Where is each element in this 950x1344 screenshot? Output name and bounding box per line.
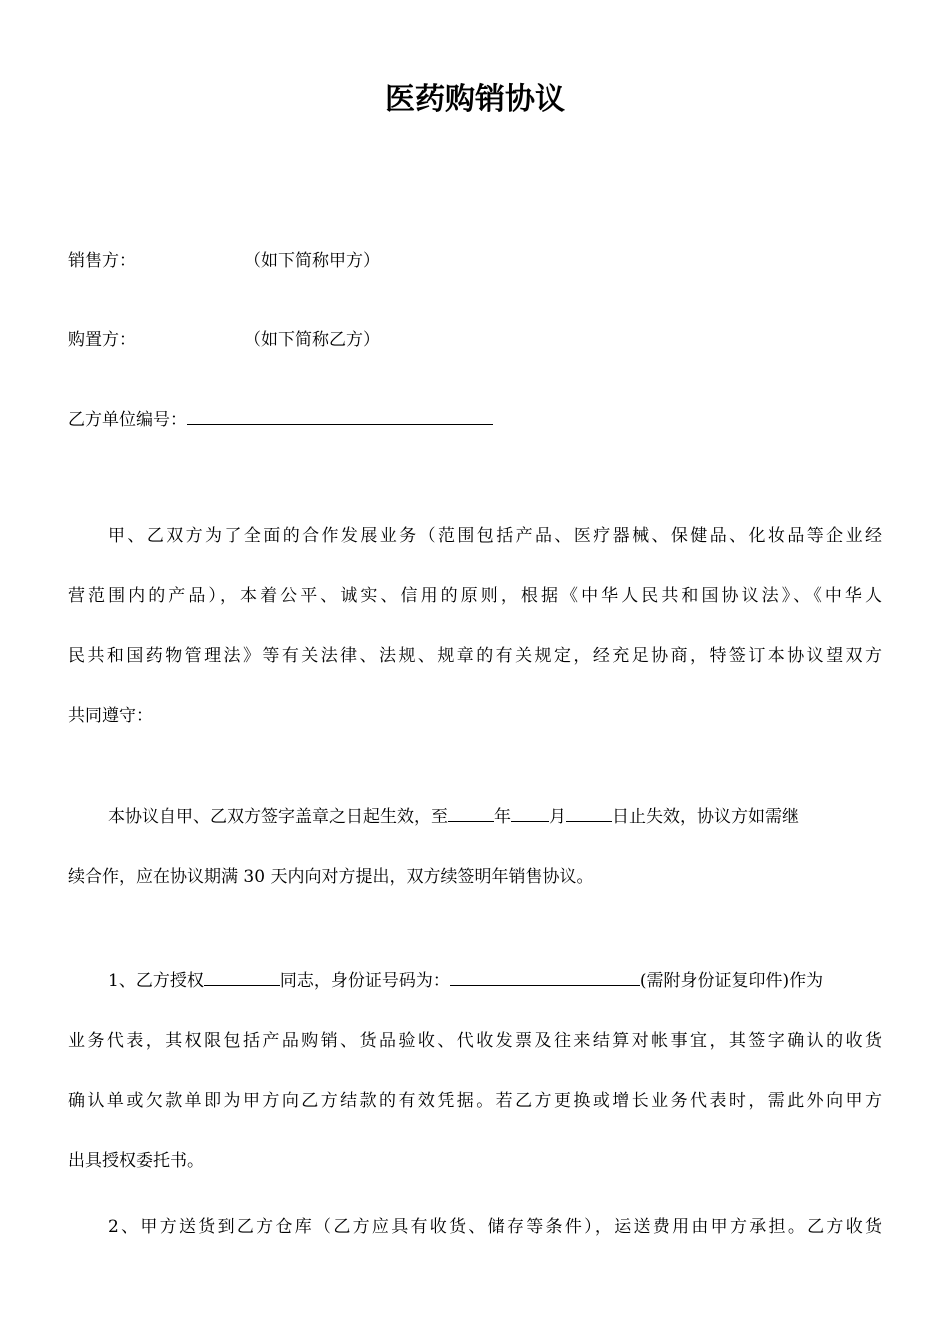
clause-1-line-4: 出具授权委托书。 bbox=[68, 1151, 204, 1171]
buyer-label: 购置方： bbox=[68, 330, 136, 350]
clause-1-paragraph bbox=[68, 951, 882, 1191]
document-title: 医药购销协议 bbox=[385, 82, 565, 117]
seller-label: 销售方： bbox=[68, 251, 136, 271]
year-text: 年 bbox=[494, 807, 511, 827]
term-paragraph bbox=[68, 787, 882, 907]
clause-2-line-1: 2、甲方送货到乙方仓库（乙方应具有收货、储存等条件），运送费用由甲方承担。乙方收货 bbox=[108, 1217, 882, 1237]
buyer-id-row bbox=[68, 405, 493, 435]
id-number-blank[interactable] bbox=[450, 967, 640, 986]
intro-line-2: 营范围内的产品），本着公平、诚实、信用的原则，根据《中华人民共和国协议法》、《中华人 bbox=[68, 586, 882, 606]
clause-2-paragraph bbox=[68, 1197, 882, 1257]
clause-1-line-1 bbox=[68, 951, 882, 1011]
day-blank[interactable] bbox=[566, 803, 612, 822]
term-line-1 bbox=[68, 787, 882, 847]
intro-line-3: 民共和国药物管理法》等有关法律、法规、规章的有关规定，经充足协商，特签订本协议望双方 bbox=[68, 646, 882, 666]
intro-line-1: 甲、乙双方为了全面的合作发展业务（范围包括产品、医疗器械、保健品、化妆品等企业经 bbox=[108, 526, 882, 546]
year-blank[interactable] bbox=[448, 803, 494, 822]
buyer-note: （如下简称乙方） bbox=[244, 330, 380, 350]
term-line-2: 续合作，应在协议期满 30 天内向对方提出，双方续签明年销售协议。 bbox=[68, 867, 594, 887]
month-text: 月 bbox=[549, 807, 566, 827]
term-text-end: 日止失效，协议方如需继 bbox=[612, 807, 799, 827]
intro-line-4: 共同遵守： bbox=[68, 706, 153, 726]
clause-1-text-end: (需附身份证复印件)作为 bbox=[639, 971, 824, 991]
clause-1-text-start: 1、乙方授权 bbox=[108, 971, 204, 991]
term-text-start: 本协议自甲、乙双方签字盖章之日起生效，至 bbox=[108, 807, 448, 827]
clause-1-line-3: 确认单或欠款单即为甲方向乙方结款的有效凭据。若乙方更换或增长业务代表时，需此外向甲方 bbox=[68, 1091, 882, 1111]
buyer-id-label: 乙方单位编号： bbox=[68, 410, 187, 430]
seller-note: （如下简称甲方） bbox=[244, 251, 380, 271]
month-blank[interactable] bbox=[511, 803, 549, 822]
intro-paragraph bbox=[68, 506, 882, 746]
clause-1-text-mid: 同志，身份证号码为： bbox=[279, 971, 450, 991]
buyer-id-blank[interactable] bbox=[187, 406, 493, 425]
representative-name-blank[interactable] bbox=[204, 967, 280, 986]
clause-1-line-2: 业务代表，其权限包括产品购销、货品验收、代收发票及往来结算对帐事宜，其签字确认的收货 bbox=[68, 1031, 882, 1051]
